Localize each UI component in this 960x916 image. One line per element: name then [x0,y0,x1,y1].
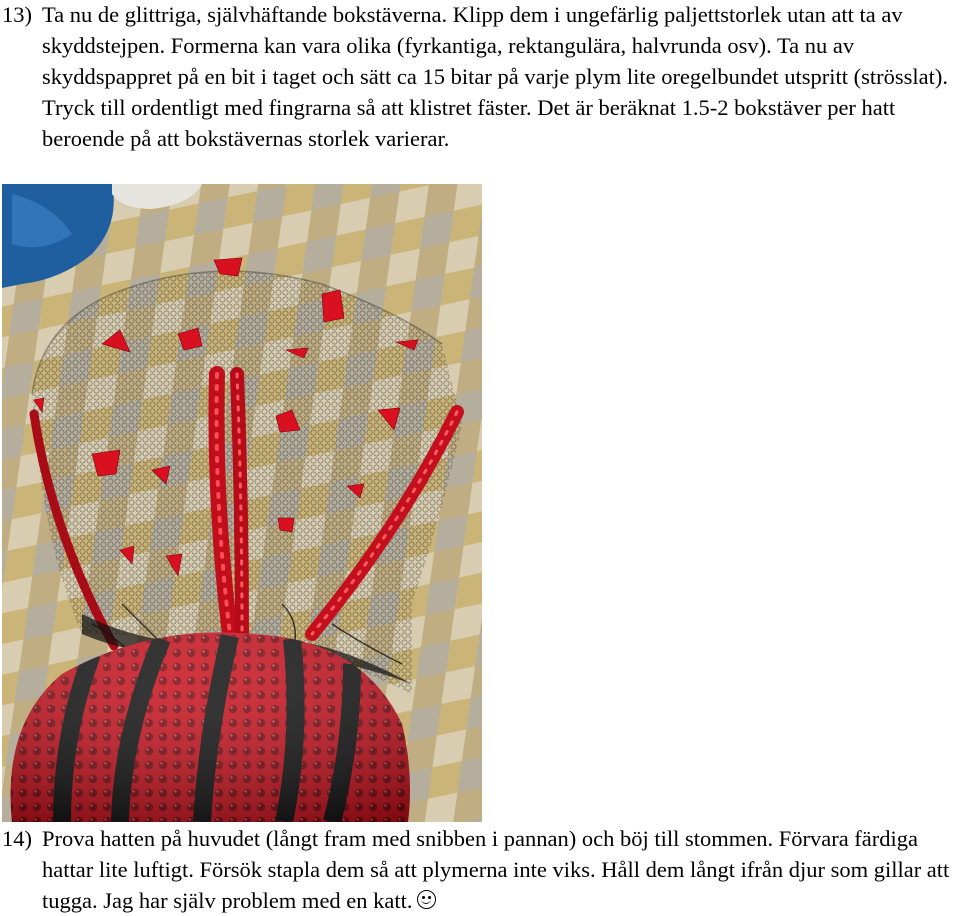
step-text: Prova hatten på huvudet (långt fram med snibben i pannan) och böj till stommen. Förvara färdiga hattar lite luftigt. Försök stapla dem så att plymerna inte viks. Håll dem långt ifrån djur som gillar att tugga. Jag har själv problem med en katt. [42,826,950,913]
step-14 [0,823,958,916]
step-number: 14) [2,826,32,851]
step-number: 13) [2,2,32,27]
step-13 [0,0,958,154]
hat-photo [2,184,482,822]
step-text: Ta nu de glittriga, självhäftande bokstäverna. Klipp dem i ungefärlig paljettstorlek utan att ta av skyddstejpen. Formerna kan vara olika (fyrkantiga, rektangulära, halvrunda osv). Ta nu av skyddspappret på en bit i taget och sätt ca 15 bitar på varje plym lite oregelbundet utspritt (strösslat). Tryck till ordentligt med fingrarna så att klistret fäster. Det är beräknat 1.5-2 bokstäver per hatt beroende på att bokstävernas storlek varierar. [42,2,949,151]
smiley-icon [417,890,436,909]
